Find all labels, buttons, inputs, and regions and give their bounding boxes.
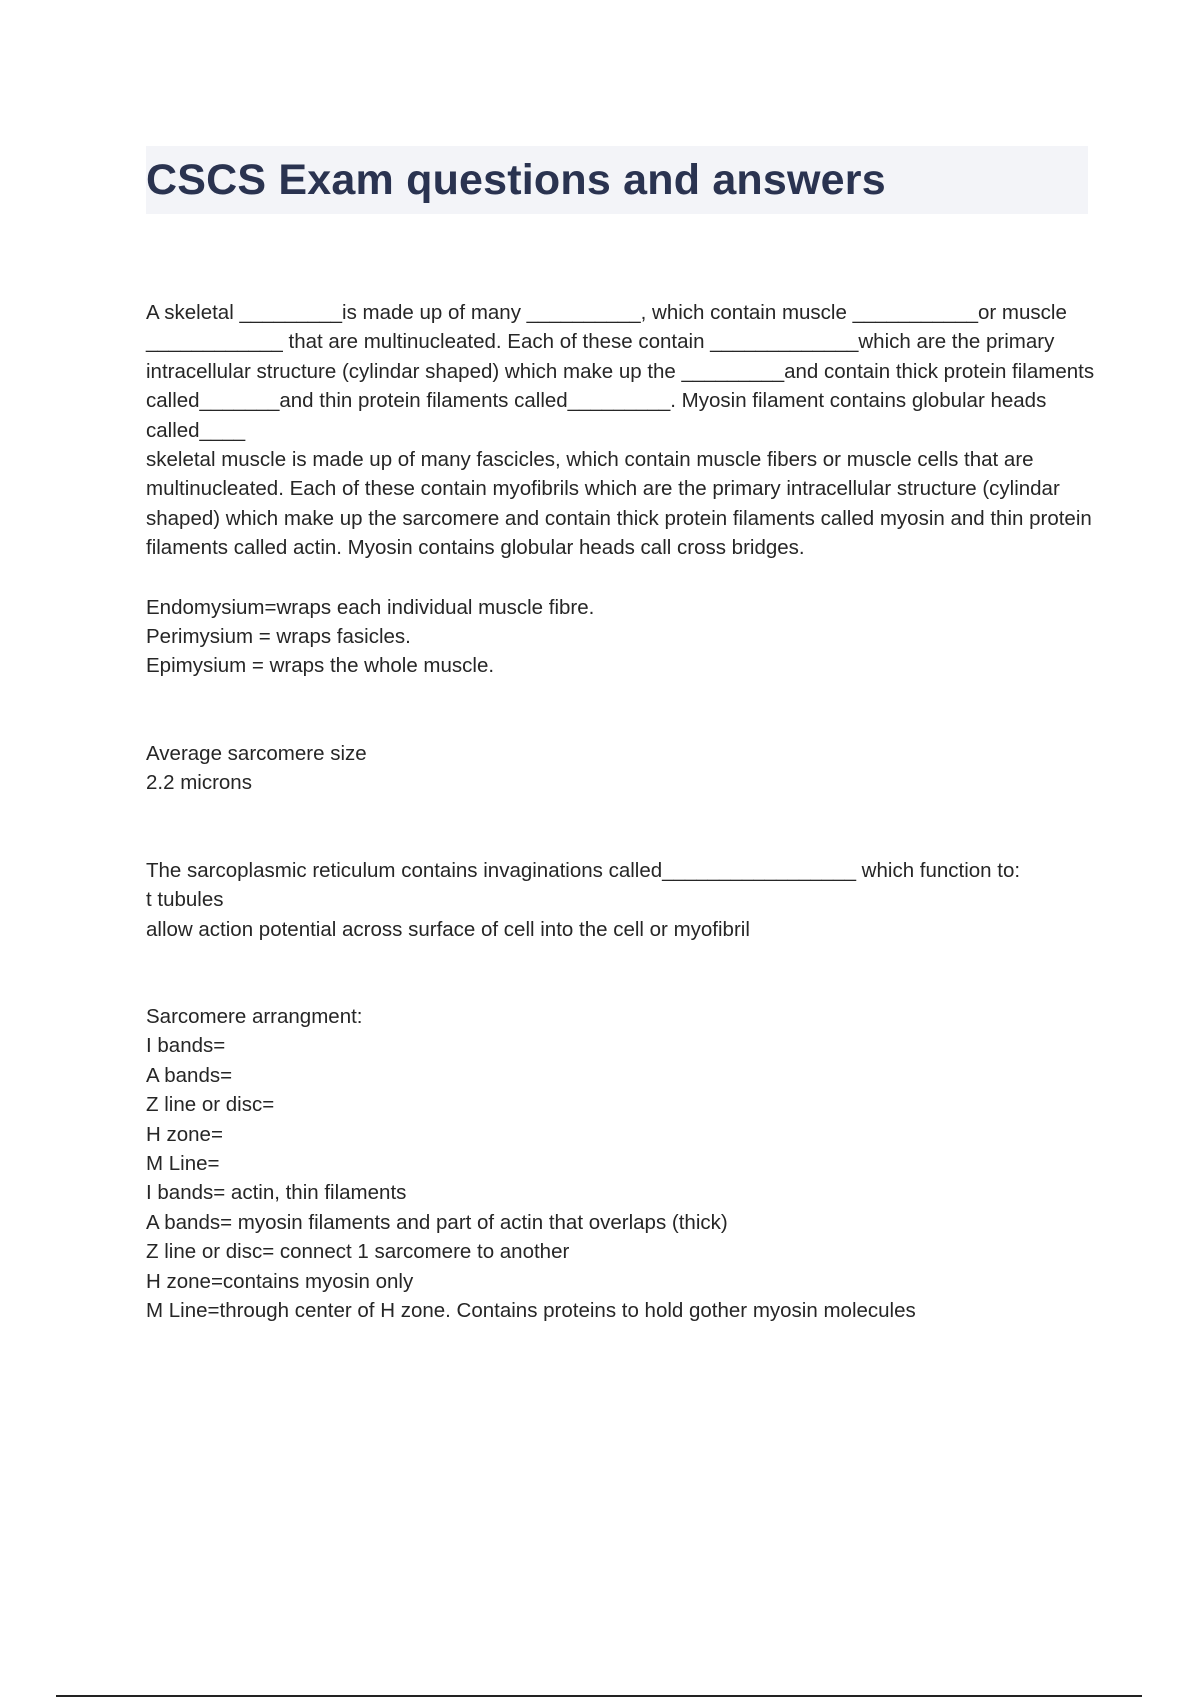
document-title: CSCS Exam questions and answers bbox=[146, 156, 886, 204]
answer-line: allow action potential across surface of cell into the cell or myofibril bbox=[146, 917, 750, 941]
answer-line: t tubules bbox=[146, 888, 224, 912]
question-text: A skeletal _________is made up of many __________, which contain muscle ___________or muscle ____________ that are multinucleated. Each of these contain _____________which are the primary intracellular structure (cylindar shaped) which make up the _________and contain thick protein filaments called_______and thin protein filaments called_________. Myosin filament contains globular heads called____ bbox=[146, 301, 1100, 442]
question-text: Average sarcomere size bbox=[146, 741, 367, 765]
question-line: A bands= bbox=[146, 1063, 233, 1087]
answer-line: Z line or disc= connect 1 sarcomere to another bbox=[146, 1240, 570, 1264]
qa-card-sarcomere-arrangement bbox=[146, 1002, 1096, 1325]
question-line: Sarcomere arrangment: bbox=[146, 1004, 363, 1028]
question-line: H zone= bbox=[146, 1122, 223, 1146]
footer-rule bbox=[56, 1695, 1142, 1697]
question-line: M Line= bbox=[146, 1151, 220, 1175]
answer-text: 2.2 microns bbox=[146, 771, 252, 795]
answer-line: Perimysium = wraps fasicles. bbox=[146, 625, 411, 649]
document-body bbox=[146, 298, 1100, 1325]
answer-line: A bands= myosin filaments and part of actin that overlaps (thick) bbox=[146, 1210, 728, 1234]
qa-card-muscle-structure bbox=[146, 298, 1100, 563]
qa-card-connective-tissue bbox=[146, 593, 1096, 681]
question-line: I bands= bbox=[146, 1034, 226, 1058]
answer-line: I bands= actin, thin filaments bbox=[146, 1181, 407, 1205]
qa-card-sarcomere-size bbox=[146, 739, 1096, 798]
answer-line: Endomysium=wraps each individual muscle fibre. bbox=[146, 595, 595, 619]
question-line: Z line or disc= bbox=[146, 1093, 275, 1117]
title-band bbox=[146, 146, 1088, 214]
question-text: The sarcoplasmic reticulum contains invaginations called_________________ which function to: bbox=[146, 858, 1021, 882]
answer-text: skeletal muscle is made up of many fascicles, which contain muscle fibers or muscle cells that are multinucleated. Each of these contain myofibrils which are the primary intracellular structure (cylindar shaped) which make up the sarcomere and contain thick protein filaments called myosin and thin protein filaments called actin. Myosin contains globular heads call cross bridges. bbox=[146, 448, 1098, 560]
qa-card-sarcoplasmic-reticulum bbox=[146, 856, 1096, 944]
answer-line: H zone=contains myosin only bbox=[146, 1269, 414, 1293]
answer-line: Epimysium = wraps the whole muscle. bbox=[146, 654, 495, 678]
answer-line: M Line=through center of H zone. Contains proteins to hold gother myosin molecules bbox=[146, 1298, 916, 1322]
